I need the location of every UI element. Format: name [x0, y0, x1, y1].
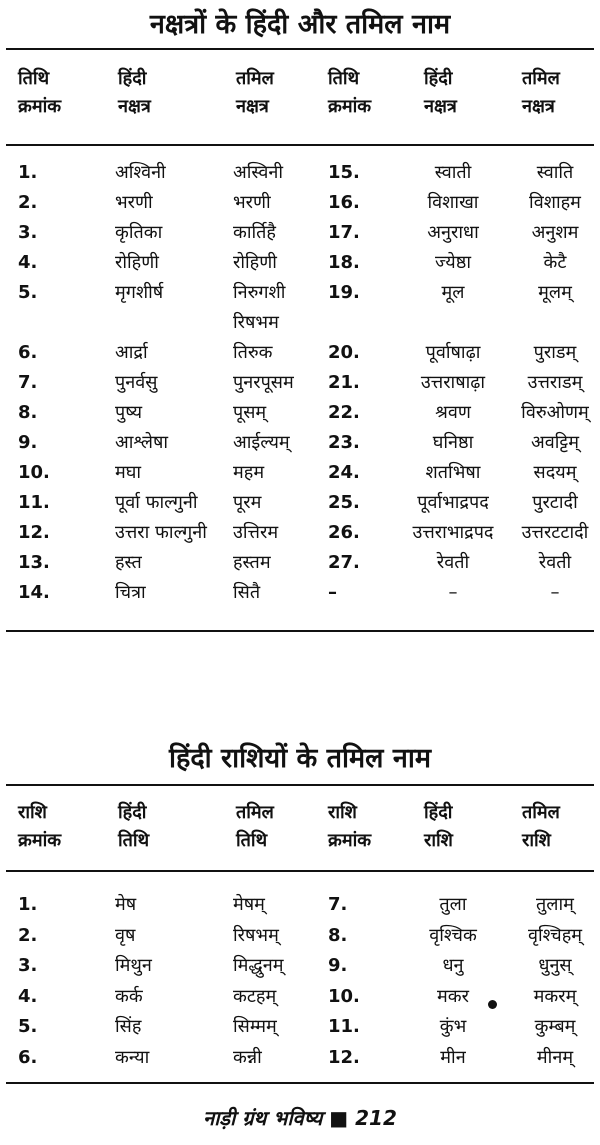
table-cell: – [328, 582, 337, 603]
table-cell: उत्तरा फाल्गुनी [115, 522, 207, 543]
table-cell: 10. [18, 462, 50, 483]
table-cell: आर्द्रा [115, 342, 148, 363]
table-cell: पुनर्वसु [115, 372, 158, 393]
rashi-table-title: हिंदी राशियों के तमिल नाम [169, 743, 431, 774]
table-cell: 22. [328, 402, 360, 423]
table-cell: 18. [328, 252, 360, 273]
table-cell: कटहम् [233, 985, 277, 1007]
table-cell: रेवती [436, 552, 470, 573]
table-cell: अश्विनी [115, 162, 166, 183]
table-cell: मघा [115, 462, 142, 483]
table-cell: रिषभम् [233, 924, 279, 946]
table-cell: 16. [328, 192, 360, 213]
page-footer: नाड़ी ग्रंथ भविष्य ■ 212 [203, 1106, 397, 1130]
table-cell: 5. [18, 1016, 38, 1037]
table-cell: कृतिका [115, 222, 163, 243]
table-cell: 1. [18, 894, 38, 915]
table-cell: मिद्धुनम् [233, 955, 284, 976]
nakshatra-bottom-rule [6, 630, 594, 632]
table-cell: मृगशीर्ष [115, 282, 164, 303]
table-cell: कन्या [115, 1046, 150, 1068]
table-cell: पूर्वाषाढ़ा [425, 342, 481, 363]
table-cell: 10. [328, 985, 360, 1007]
column-header: नक्षत्र [236, 96, 269, 117]
table-cell: उत्तिरम [233, 522, 279, 543]
table-cell: रोहिणी [115, 252, 159, 273]
table-cell: हस्त [115, 552, 142, 573]
table-cell: रोहिणी [233, 252, 277, 273]
table-cell: विशाखा [427, 192, 479, 213]
table-cell: वृश्चिहम् [527, 924, 583, 946]
table-cell: सदयम् [533, 462, 577, 483]
table-cell: 8. [328, 924, 348, 946]
table-cell: महम [233, 462, 265, 483]
table-cell: उत्तराभाद्रपद [412, 522, 494, 543]
table-cell: आईल्यम् [233, 432, 290, 453]
table-cell: 8. [18, 402, 38, 423]
column-header: तिथि [118, 830, 150, 851]
table-cell: विरुओणम् [521, 402, 589, 423]
column-header: नक्षत्र [118, 96, 151, 117]
table-cell: कन्नी [233, 1046, 262, 1068]
table-cell: 12. [328, 1046, 360, 1068]
table-cell: 15. [328, 162, 360, 183]
table-cell: पुरटादी [532, 492, 578, 513]
table-cell: कुंभ [439, 1016, 467, 1037]
column-header: हिंदी [424, 68, 453, 89]
table-cell: 9. [328, 955, 348, 976]
table-cell: 4. [18, 985, 38, 1007]
table-cell: कुम्बम् [534, 1016, 576, 1037]
table-cell: पुनरपूसम [233, 372, 294, 393]
column-header: तमिल [522, 802, 560, 823]
ink-dot [488, 1000, 497, 1009]
table-cell: स्वाति [536, 162, 574, 183]
table-cell: वृष [115, 924, 136, 946]
nakshatra-top-rule [6, 48, 594, 50]
column-header: राशि [18, 802, 47, 823]
rashi-top-rule [6, 784, 594, 786]
table-cell: 1. [18, 162, 38, 183]
table-cell: – [550, 582, 560, 603]
column-header: तिथि [328, 68, 360, 89]
table-cell: कार्तिहै [233, 222, 276, 243]
table-cell: 24. [328, 462, 360, 483]
rashi-header-rule [6, 870, 594, 872]
table-cell: घनिष्ठा [432, 432, 474, 453]
table-cell: पूसम् [233, 402, 267, 423]
nakshatra-header-rule [6, 144, 594, 146]
table-cell: ज्येष्ठा [435, 252, 471, 273]
table-cell: 17. [328, 222, 360, 243]
table-cell: मूल [441, 282, 465, 303]
table-cell: अनुशम [531, 222, 579, 243]
table-cell: पुराडम् [533, 342, 577, 363]
table-cell: 3. [18, 955, 38, 976]
table-cell: धनु [442, 955, 464, 976]
table-cell: सितै [233, 582, 261, 603]
table-cell: 12. [18, 522, 50, 543]
table-cell: वृश्चिक [429, 924, 477, 946]
table-cell: तुला [439, 894, 467, 915]
column-header: राशि [424, 830, 453, 851]
table-cell: 19. [328, 282, 360, 303]
table-cell: 9. [18, 432, 38, 453]
table-cell: 6. [18, 342, 38, 363]
table-cell: 26. [328, 522, 360, 543]
table-cell: 25. [328, 492, 360, 513]
column-header: क्रमांक [328, 830, 372, 851]
table-cell: कर्क [115, 985, 143, 1007]
table-cell: धुनुस् [538, 955, 572, 976]
table-cell: 2. [18, 192, 38, 213]
table-cell: 27. [328, 552, 360, 573]
column-header: नक्षत्र [522, 96, 555, 117]
table-cell: मूलम् [538, 282, 572, 303]
table-cell: भरणी [115, 192, 153, 213]
column-header: तमिल [522, 68, 560, 89]
table-cell: पूर्वाभाद्रपद [417, 492, 489, 513]
table-cell: शतभिषा [425, 462, 481, 483]
column-header: क्रमांक [328, 96, 372, 117]
table-cell: मीन [440, 1046, 466, 1068]
column-header: हिंदी [118, 802, 147, 823]
table-cell: स्वाती [434, 162, 472, 183]
table-cell: 14. [18, 582, 50, 603]
rashi-bottom-rule [6, 1082, 594, 1084]
table-cell: 13. [18, 552, 50, 573]
column-header: तिथि [236, 830, 268, 851]
table-cell: विशाहम [529, 192, 581, 213]
table-cell: उत्तराषाढ़ा [420, 372, 486, 393]
table-cell: मेष [115, 894, 137, 915]
table-cell: उत्तराडम् [527, 372, 583, 393]
table-cell: 21. [328, 372, 360, 393]
table-cell: 23. [328, 432, 360, 453]
table-cell: हस्तम [233, 552, 271, 573]
column-header: तिथि [18, 68, 50, 89]
table-cell: – [448, 582, 458, 603]
table-cell: अवट्टिम् [531, 432, 579, 453]
table-cell: निरुगशी [233, 282, 286, 303]
table-cell: सिंह [115, 1016, 142, 1037]
table-cell: मीनम् [536, 1046, 574, 1068]
table-cell: सिम्मम् [233, 1016, 277, 1037]
table-cell: 5. [18, 282, 38, 303]
table-cell: 11. [18, 492, 50, 513]
nakshatra-table-title: नक्षत्रों के हिंदी और तमिल नाम [149, 9, 451, 40]
column-header: राशि [522, 830, 551, 851]
table-cell: पुष्य [115, 402, 143, 423]
table-cell: 20. [328, 342, 360, 363]
table-cell: केटै [543, 252, 567, 273]
column-header: तमिल [236, 802, 274, 823]
table-cell: पूरम [233, 492, 262, 513]
table-cell: तिरुक [233, 342, 273, 363]
table-cell: रेवती [538, 552, 572, 573]
table-cell: मेषम् [233, 894, 265, 915]
table-cell: 2. [18, 924, 38, 946]
table-cell: अस्विनी [233, 162, 284, 183]
table-cell: मकर [437, 985, 469, 1007]
table-cell: उत्तरटटादी [521, 522, 589, 543]
table-cell: 4. [18, 252, 38, 273]
table-cell: पूर्वा फाल्गुनी [115, 492, 198, 513]
column-header: राशि [328, 802, 357, 823]
table-cell: 7. [328, 894, 348, 915]
table-cell: अनुराधा [427, 222, 479, 243]
column-header: नक्षत्र [424, 96, 457, 117]
table-cell: श्रवण [435, 402, 471, 423]
table-cell: 3. [18, 222, 38, 243]
table-cell: 7. [18, 372, 38, 393]
column-header: क्रमांक [18, 830, 62, 851]
column-header: तमिल [236, 68, 274, 89]
table-cell: 11. [328, 1016, 360, 1037]
table-cell: मकरम् [533, 985, 577, 1007]
column-header: हिंदी [424, 802, 453, 823]
table-cell: मिथुन [115, 955, 152, 976]
table-cell: 6. [18, 1046, 38, 1068]
column-header: हिंदी [118, 68, 147, 89]
column-header: क्रमांक [18, 96, 62, 117]
table-cell: चित्रा [115, 582, 146, 603]
table-cell: तुलाम् [536, 894, 574, 915]
table-cell: आश्लेषा [115, 432, 169, 453]
table-cell: रिषभम [233, 312, 279, 333]
table-cell: भरणी [233, 192, 271, 213]
